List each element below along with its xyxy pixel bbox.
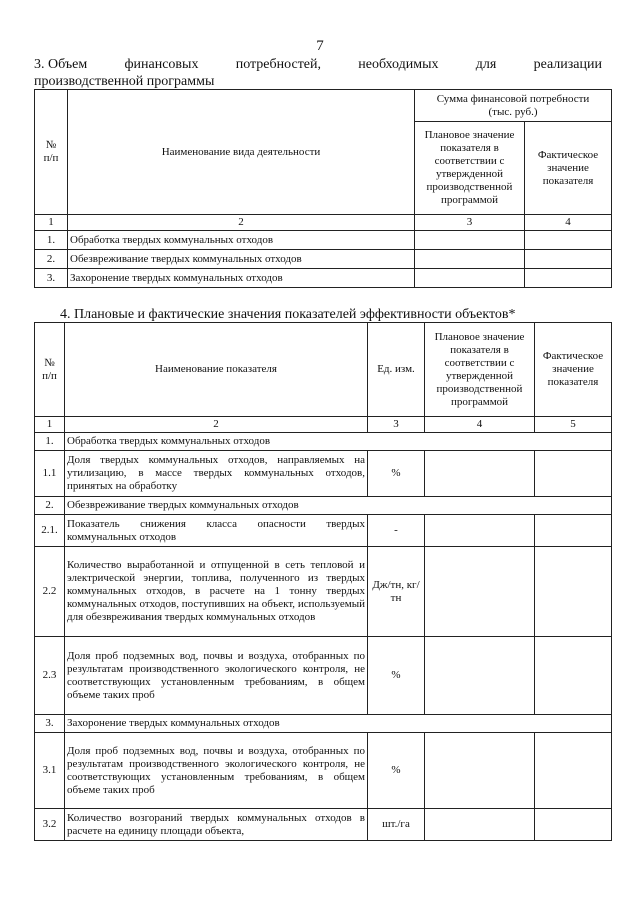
indicator-fact-cell [535,547,612,637]
indicator-row [35,809,612,841]
title-word: для [475,57,497,72]
indicator-unit: % [368,637,425,715]
header-num: № п/п [35,90,68,215]
indicator-num: 3.1 [35,733,65,809]
group-row [35,433,612,451]
indicator-fact-cell [535,451,612,497]
group-name: Захоронение твердых коммунальных отходов [65,715,612,733]
header-sum: Сумма финансовой потребности (тыс. руб.) [415,90,612,122]
indicator-num: 2.1. [35,515,65,547]
row-plan-cell [415,231,525,250]
indicator-unit: - [368,515,425,547]
indicator-num: 2.2 [35,547,65,637]
indicator-plan-cell [425,547,535,637]
row-plan-cell [415,250,525,269]
indicator-plan-cell [425,809,535,841]
indicator-unit: % [368,733,425,809]
indicator-fact-cell [535,733,612,809]
colnum: 3 [368,417,425,433]
colnum: 5 [535,417,612,433]
table-row [35,231,612,250]
row-fact-cell [525,250,612,269]
page-number: 7 [316,38,324,54]
group-row [35,497,612,515]
header-unit: Ед. изм. [368,323,425,417]
group-num: 1. [35,433,65,451]
colnum: 3 [415,215,525,231]
row-name: Обезвреживание твердых коммунальных отходов [68,250,415,269]
indicator-num: 1.1 [35,451,65,497]
section-3-title [34,56,602,90]
column-numbers-row [35,215,612,231]
indicator-plan-cell [425,637,535,715]
title-word: 3. Объем [34,57,88,72]
header-activity-name: Наименование вида деятельности [68,90,415,215]
indicator-fact-cell [535,637,612,715]
group-name: Обезвреживание твердых коммунальных отходов [65,497,612,515]
indicator-row [35,733,612,809]
indicator-num: 3.2 [35,809,65,841]
row-plan-cell [415,269,525,288]
header-num: № п/п [35,323,65,417]
indicator-row [35,637,612,715]
title-line-2: производственной программы [34,74,215,89]
indicator-name: Доля проб подземных вод, почвы и воздуха, отобранных по результатам производственного экологического контроля, не соответствующих установленным требованиям, в общем объеме таких проб [65,733,368,809]
indicator-plan-cell [425,515,535,547]
title-word: потребностей, [235,57,322,72]
row-num: 2. [35,250,68,269]
group-num: 2. [35,497,65,515]
column-numbers-row [35,417,612,433]
row-num: 3. [35,269,68,288]
colnum: 1 [35,417,65,433]
row-fact-cell [525,231,612,250]
indicator-unit: % [368,451,425,497]
indicator-name: Доля проб подземных вод, почвы и воздуха, отобранных по результатам производственного экологического контроля, не соответствующих установленным требованиям, в общем объеме таких проб [65,637,368,715]
indicator-num: 2.3 [35,637,65,715]
title-word: финансовых [124,57,199,72]
indicator-fact-cell [535,515,612,547]
indicator-unit: Дж/тн, кг/тн [368,547,425,637]
header-plan: Плановое значение показателя в соответствии с утвержденной производственной программой [415,122,525,215]
row-name: Обработка твердых коммунальных отходов [68,231,415,250]
header-plan: Плановое значение показателя в соответствии с утвержденной производственной программой [425,323,535,417]
indicator-row [35,451,612,497]
table-row [35,269,612,288]
indicator-row [35,547,612,637]
header-indicator-name: Наименование показателя [65,323,368,417]
group-row [35,715,612,733]
indicator-row [35,515,612,547]
colnum: 2 [65,417,368,433]
header-fact: Фактическое значение показателя [525,122,612,215]
group-num: 3. [35,715,65,733]
colnum: 4 [425,417,535,433]
row-name: Захоронение твердых коммунальных отходов [68,269,415,288]
indicator-plan-cell [425,451,535,497]
indicator-unit: шт./га [368,809,425,841]
group-name: Обработка твердых коммунальных отходов [65,433,612,451]
indicator-name: Показатель снижения класса опасности твердых коммунальных отходов [65,515,368,547]
performance-indicators-table [34,322,612,841]
colnum: 4 [525,215,612,231]
row-fact-cell [525,269,612,288]
colnum: 1 [35,215,68,231]
indicator-name: Количество возгораний твердых коммунальных отходов в расчете на единицу площади объекта, [65,809,368,841]
title-word: реализации [533,57,602,72]
table-row [35,250,612,269]
row-num: 1. [35,231,68,250]
indicator-name: Доля твердых коммунальных отходов, направляемых на утилизацию, в массе твердых коммунальных отходов, принятых на обработку [65,451,368,497]
section-4-title: 4. Плановые и фактические значения показателей эффективности объектов* [60,307,516,322]
header-fact: Фактическое значение показателя [535,323,612,417]
title-word: необходимых [358,57,439,72]
colnum: 2 [68,215,415,231]
indicator-name: Количество выработанной и отпущенной в сеть тепловой и электрической энергии, топлива, полученного из твердых коммунальных отходов, в расчете на 1 тонну твердых коммунальных отходов, поступивших на объект, используемый для обезвреживания твердых коммунальных отходов [65,547,368,637]
financial-needs-table [34,89,612,288]
indicator-plan-cell [425,733,535,809]
indicator-fact-cell [535,809,612,841]
